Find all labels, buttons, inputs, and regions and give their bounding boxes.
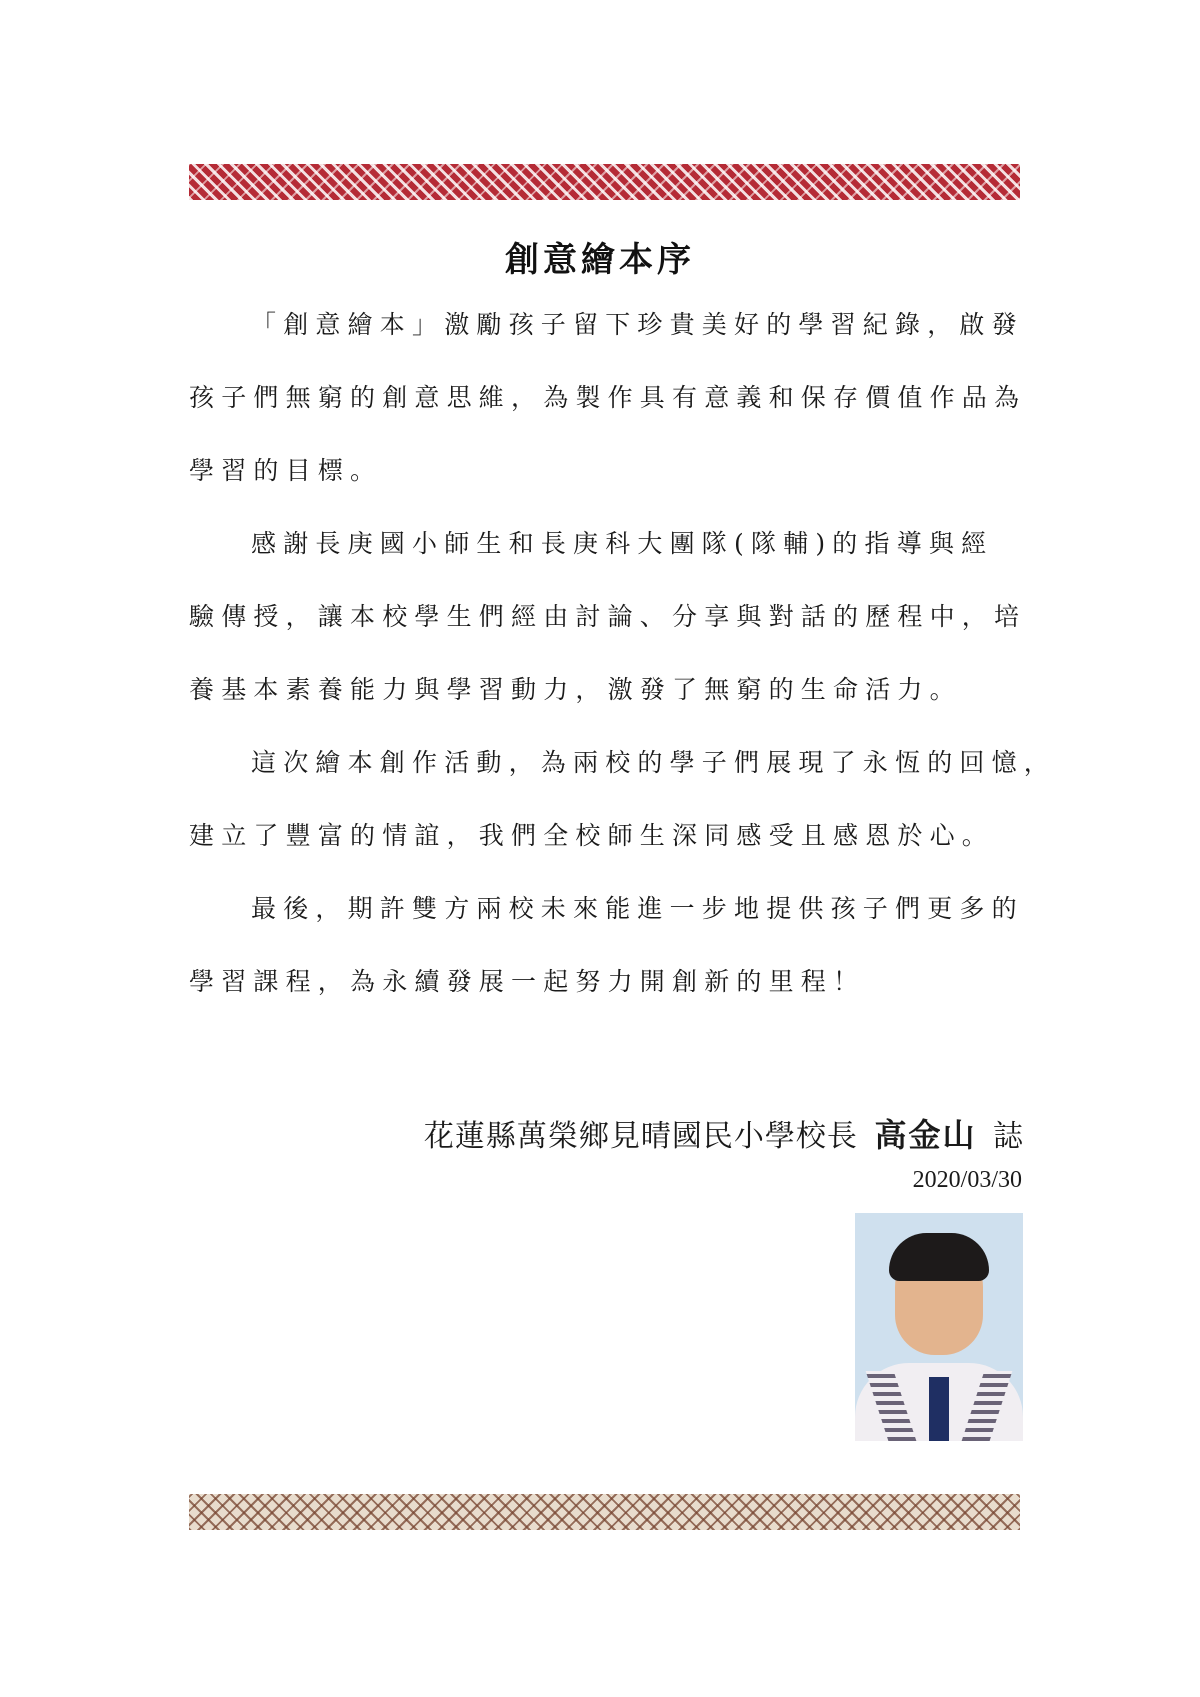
signature-name: 高金山 bbox=[874, 1116, 977, 1154]
signature-suffix: 誌 bbox=[993, 1119, 1024, 1154]
signature-organization: 花蓮縣萬榮鄉見晴國民小學校長 bbox=[423, 1119, 858, 1154]
paragraph-3-line-2: 建立了豐富的情誼，我們全校師生深同感受且感恩於心。 bbox=[189, 821, 995, 850]
principal-portrait-photo bbox=[855, 1213, 1023, 1441]
paragraph-2-line-3: 養基本素養能力與學習動力，激發了無窮的生命活力。 bbox=[189, 675, 962, 704]
paragraph-1-line-2: 孩子們無窮的創意思維，為製作具有意義和保存價值作品為 bbox=[189, 383, 1027, 412]
paragraph-4-line-2: 學習課程，為永續發展一起努力開創新的里程！ bbox=[189, 967, 866, 996]
top-decorative-border bbox=[189, 164, 1020, 200]
paragraph-1-line-1: 「創意繪本」激勵孩子留下珍貴美好的學習紀錄，啟發 bbox=[251, 310, 1024, 339]
paragraph-2-line-1: 感謝長庚國小師生和長庚科大團隊(隊輔)的指導與經 bbox=[251, 529, 994, 558]
bottom-decorative-border bbox=[189, 1494, 1020, 1530]
preface-body bbox=[189, 300, 1057, 1030]
paragraph-1-line-3: 學習的目標。 bbox=[189, 456, 383, 485]
date-line: 2020/03/30 bbox=[912, 1167, 1022, 1193]
paragraph-3-line-1: 這次繪本創作活動，為兩校的學子們展現了永恆的回憶， bbox=[251, 748, 1057, 777]
paragraph-4-line-1: 最後，期許雙方兩校未來能進一步地提供孩子們更多的 bbox=[251, 894, 1024, 923]
signature-line bbox=[424, 1110, 1024, 1156]
page-title: 創意繪本序 bbox=[505, 240, 695, 280]
portrait-hair bbox=[889, 1233, 989, 1281]
portrait-tie bbox=[929, 1377, 949, 1441]
paragraph-2-line-2: 驗傳授，讓本校學生們經由討論、分享與對話的歷程中，培 bbox=[189, 602, 1027, 631]
